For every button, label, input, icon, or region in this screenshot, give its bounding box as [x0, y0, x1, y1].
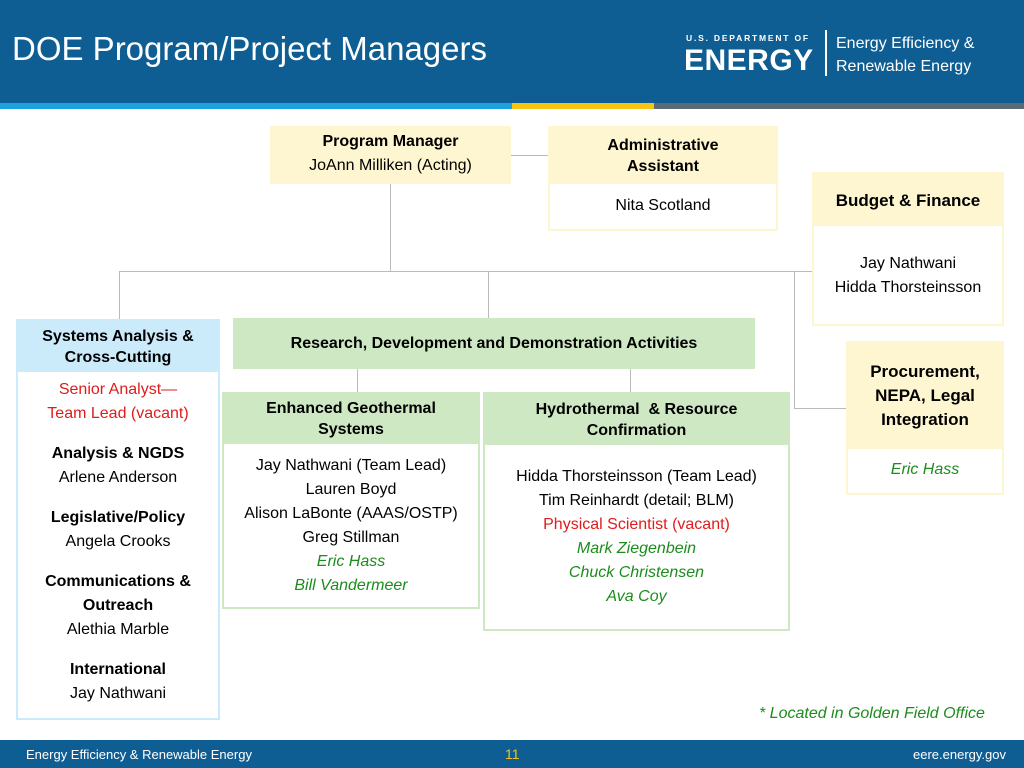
egs-person-field: Bill Vandermeer [294, 577, 408, 594]
connector-pm-trunk [390, 184, 391, 272]
hydro-person-field: Mark Ziegenbein [576, 540, 697, 557]
section-person: Arlene Anderson [58, 469, 178, 486]
section-title-analysis-ngds: Analysis & NGDS [51, 445, 185, 462]
procurement-body [848, 458, 1002, 482]
procurement-title-line3: Integration [881, 410, 969, 429]
budget-finance-title: Budget & Finance [835, 190, 981, 210]
egs-person: Greg Stillman [302, 529, 400, 546]
footer-office-name: Energy Efficiency & Renewable Energy [26, 747, 252, 762]
admin-assistant-box [548, 126, 778, 231]
procurement-box [846, 341, 1004, 495]
section-title-communications: Communications & [45, 573, 191, 590]
budget-finance-header [814, 174, 1002, 226]
budget-finance-box [812, 172, 1004, 326]
logo-office-line1: Energy Efficiency & [836, 35, 975, 52]
accent-stripe-gray [654, 103, 1024, 109]
accent-stripe-yellow [512, 103, 654, 109]
section-title-international: International [69, 661, 166, 678]
logo-department-text: U.S. DEPARTMENT OF [686, 33, 810, 43]
logo-office-line2: Renewable Energy [836, 58, 972, 75]
egs-title-line2: Systems [318, 421, 384, 438]
connector-procurement [794, 408, 848, 409]
procurement-header [848, 343, 1002, 449]
egs-title-line1: Enhanced Geothermal [266, 400, 436, 417]
connector-hydro-drop [630, 369, 631, 392]
program-manager-content [270, 130, 511, 178]
egs-person: Alison LaBonte (AAAS/OSTP) [244, 505, 458, 522]
accent-stripe-blue [0, 103, 512, 109]
hydro-title-line1: Hydrothermal & Resource [535, 400, 738, 418]
egs-person-field: Eric Hass [316, 553, 386, 570]
admin-assistant-name: Nita Scotland [615, 197, 711, 214]
connector-right-riser [794, 271, 795, 409]
admin-assistant-header [550, 128, 776, 184]
hydro-person-field: Chuck Christensen [568, 564, 705, 581]
slide-title: DOE Program/Project Managers [12, 30, 488, 67]
logo-office-name [836, 32, 974, 78]
hydro-person: Hidda Thorsteinsson (Team Lead) [516, 468, 757, 485]
budget-finance-body [814, 252, 1002, 300]
program-manager-title: Program Manager [322, 133, 459, 150]
procurement-person-field: Eric Hass [890, 461, 960, 478]
egs-body [224, 454, 478, 598]
budget-finance-person: Jay Nathwani [859, 255, 957, 272]
section-title-communications: Outreach [82, 597, 154, 614]
systems-analysis-lead-vacant: Senior Analyst— [58, 381, 178, 398]
connector-pm-admin [511, 155, 550, 156]
hydro-title-line2: Confirmation [586, 421, 687, 439]
egs-box [222, 392, 480, 609]
connector-rdd-drop [488, 271, 489, 318]
budget-finance-person: Hidda Thorsteinsson [834, 279, 982, 296]
page-number: 11 [505, 746, 520, 762]
egs-person: Jay Nathwani (Team Lead) [255, 457, 447, 474]
golden-field-office-footnote: * Located in Golden Field Office [759, 705, 985, 722]
logo-divider [825, 30, 827, 76]
procurement-title-line1: Procurement, [870, 362, 980, 381]
connector-systems-drop [119, 271, 120, 319]
admin-assistant-title-line2: Assistant [626, 158, 700, 175]
hydro-vacant-position: Physical Scientist (vacant) [543, 516, 730, 533]
connector-egs-drop [357, 369, 358, 392]
section-person: Angela Crooks [65, 533, 171, 550]
systems-analysis-box [16, 319, 220, 720]
procurement-title-line2: NEPA, Legal [875, 386, 975, 405]
logo-wordmark: ENERGY [684, 44, 814, 77]
connector-main-bus [119, 271, 814, 272]
systems-analysis-header [18, 321, 218, 372]
admin-assistant-title-line1: Administrative [607, 137, 719, 154]
section-title-legislative-policy: Legislative/Policy [50, 509, 186, 526]
systems-analysis-title-line2: Cross-Cutting [64, 348, 172, 366]
rdd-banner [233, 318, 755, 369]
systems-analysis-title-line1: Systems Analysis & [42, 327, 194, 345]
section-person: Alethia Marble [66, 621, 170, 638]
hydro-person-field: Ava Coy [606, 588, 667, 605]
hydro-header [485, 394, 788, 445]
egs-header [224, 394, 478, 444]
rdd-title: Research, Development and Demonstration Activities [290, 334, 698, 352]
hydro-person: Tim Reinhardt (detail; BLM) [538, 492, 735, 509]
systems-analysis-lead-vacant: Team Lead (vacant) [47, 405, 189, 422]
section-person: Jay Nathwani [69, 685, 167, 702]
program-manager-name: JoAnn Milliken (Acting) [309, 157, 472, 174]
egs-person: Lauren Boyd [305, 481, 397, 498]
footer-website-link[interactable]: eere.energy.gov [913, 747, 1006, 762]
admin-assistant-body [550, 194, 776, 218]
hydro-box [483, 392, 790, 631]
hydro-body [485, 465, 788, 609]
systems-analysis-body [18, 378, 218, 706]
program-manager-box [270, 126, 511, 184]
